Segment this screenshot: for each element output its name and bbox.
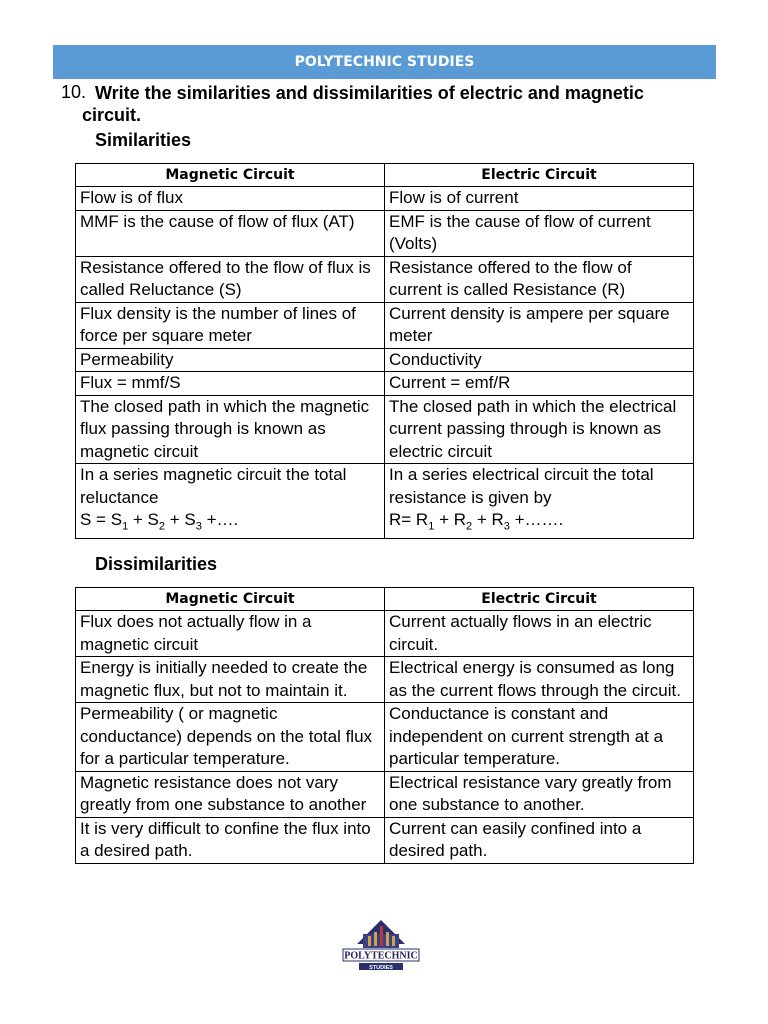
magnetic-cell: Energy is initially needed to create the magnetic flux, but not to maintain it. <box>76 657 385 703</box>
magnetic-cell: Permeability ( or magnetic conductance) depends on the total flux for a particular temperature. <box>76 703 385 772</box>
logo-subtext: STUDIES <box>369 965 393 971</box>
electric-cell: Resistance offered to the flow of current is called Resistance (R) <box>385 256 694 302</box>
table-header-row <box>76 588 694 611</box>
similarities-table <box>75 163 694 539</box>
logo-text: POLYTECHNIC <box>344 950 418 962</box>
electric-cell: Current actually flows in an electric circuit. <box>385 611 694 657</box>
table-row <box>76 256 694 302</box>
electric-cell-text: In a series electrical circuit the total resistance is given by <box>389 465 654 507</box>
magnetic-cell: Flux density is the number of lines of force per square meter <box>76 302 385 348</box>
table-row <box>76 771 694 817</box>
reluctance-formula: $S = S_1 + S_2 + S_3$ +…. <box>80 510 239 533</box>
column-header-electric: Electric Circuit <box>385 164 694 187</box>
polytechnic-studies-logo <box>341 912 421 974</box>
electric-cell: Electrical energy is consumed as long as the current flows through the circuit. <box>385 657 694 703</box>
question-text-line2: circuit. <box>82 105 142 125</box>
electric-cell: Electrical resistance vary greatly from one substance to another. <box>385 771 694 817</box>
question-text-line1: Write the similarities and dissimilarities of electric and magnetic <box>95 83 644 103</box>
table-row <box>76 464 694 539</box>
electric-cell: The closed path in which the electrical current passing through is known as electric circuit <box>385 395 694 464</box>
magnetic-cell <box>76 464 385 539</box>
column-header-magnetic: Magnetic Circuit <box>76 164 385 187</box>
electric-cell <box>385 464 694 539</box>
magnetic-cell: Flux does not actually flow in a magnetic circuit <box>76 611 385 657</box>
table-row <box>76 187 694 211</box>
electric-cell: Conductivity <box>385 348 694 372</box>
table-row <box>76 703 694 772</box>
header-banner: POLYTECHNIC STUDIES <box>53 45 716 79</box>
table-row <box>76 611 694 657</box>
electric-cell: EMF is the cause of flow of current (Volts) <box>385 210 694 256</box>
similarities-title: Similarities <box>95 130 192 150</box>
magnetic-cell: Flow is of flux <box>76 187 385 211</box>
table-row <box>76 348 694 372</box>
magnetic-cell: It is very difficult to confine the flux into a desired path. <box>76 817 385 863</box>
table-row <box>76 210 694 256</box>
magnetic-cell: MMF is the cause of flow of flux (AT) <box>76 210 385 256</box>
electric-cell: Current density is ampere per square meter <box>385 302 694 348</box>
dissimilarities-table <box>75 587 694 864</box>
dissimilarities-title: Dissimilarities <box>95 554 218 574</box>
building-logo-icon <box>341 912 421 974</box>
table-row <box>76 657 694 703</box>
table-row <box>76 817 694 863</box>
electric-cell: Current = emf/R <box>385 372 694 396</box>
magnetic-cell: Flux = mmf/S <box>76 372 385 396</box>
electric-cell: Current can easily confined into a desired path. <box>385 817 694 863</box>
column-header-magnetic: Magnetic Circuit <box>76 588 385 611</box>
table-row <box>76 372 694 396</box>
table-row <box>76 395 694 464</box>
table-row <box>76 302 694 348</box>
electric-cell: Flow is of current <box>385 187 694 211</box>
table-header-row <box>76 164 694 187</box>
question-number: 10. <box>61 82 87 102</box>
resistance-formula: $R= R_1 + R_2 + R_3$ +……. <box>389 510 564 533</box>
magnetic-cell: Permeability <box>76 348 385 372</box>
magnetic-cell: Magnetic resistance does not vary greatly from one substance to another <box>76 771 385 817</box>
question-text <box>82 82 695 126</box>
magnetic-cell-text: In a series magnetic circuit the total reluctance <box>80 465 347 507</box>
magnetic-cell: The closed path in which the magnetic flux passing through is known as magnetic circuit <box>76 395 385 464</box>
column-header-electric: Electric Circuit <box>385 588 694 611</box>
electric-cell: Conductance is constant and independent on current strength at a particular temperature. <box>385 703 694 772</box>
magnetic-cell: Resistance offered to the flow of flux is called Reluctance (S) <box>76 256 385 302</box>
